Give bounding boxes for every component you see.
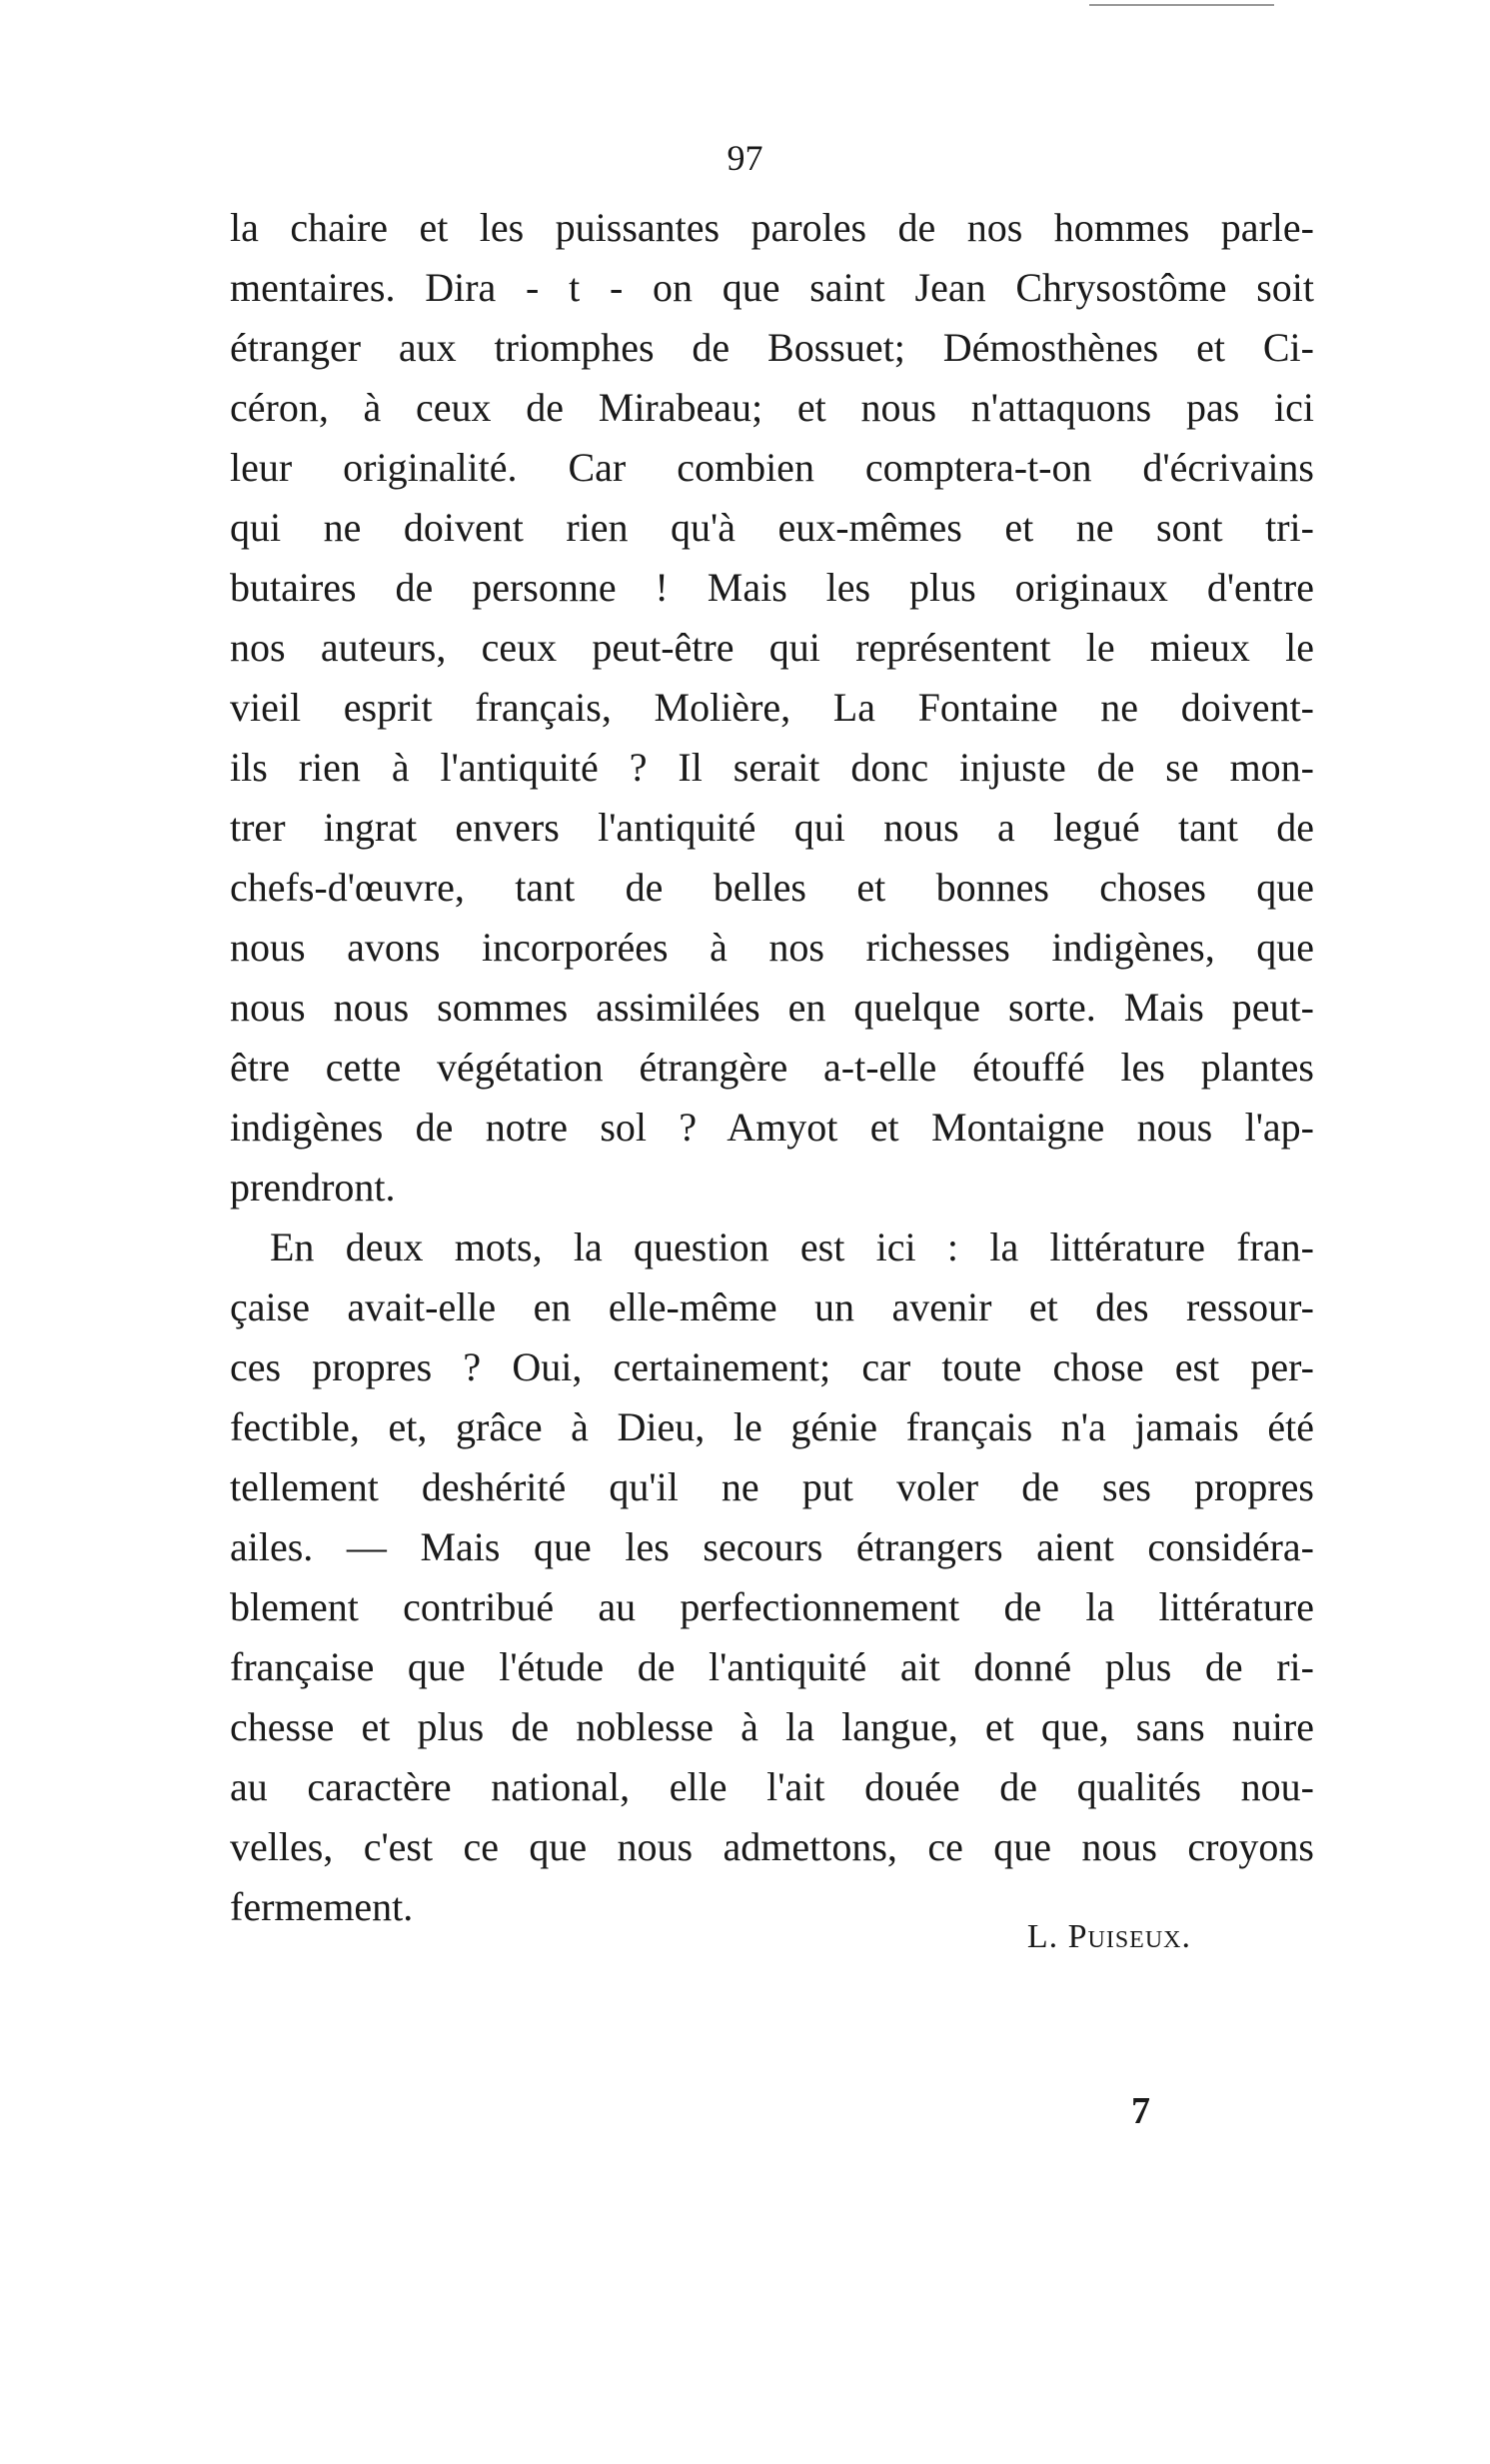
text-line: fectible, et, grâce à Dieu, le génie français n'a jamais été	[230, 1404, 1314, 1449]
text-line: nous avons incorporées à nos richesses indigènes, que	[230, 925, 1314, 970]
text-line: nous nous sommes assimilées en quelque sorte. Mais peut-	[230, 985, 1314, 1030]
text-line: trer ingrat envers l'antiquité qui nous a legué tant de	[230, 805, 1314, 850]
paragraph-1	[230, 198, 1314, 1218]
text-line: mentaires. Dira - t - on que saint Jean Chrysostôme soit	[230, 265, 1314, 310]
text-line: velles, c'est ce que nous admettons, ce que nous croyons	[230, 1824, 1314, 1869]
text-line: au caractère national, elle l'ait douée de qualités nou-	[230, 1764, 1314, 1809]
text-line: qui ne doivent rien qu'à eux-mêmes et ne sont tri-	[230, 505, 1314, 550]
text-line: fermement.	[230, 1884, 414, 1929]
text-line: nos auteurs, ceux peut-être qui représentent le mieux le	[230, 625, 1314, 670]
text-line: butaires de personne ! Mais les plus originaux d'entre	[230, 565, 1314, 610]
text-line: française que l'étude de l'antiquité ait donné plus de ri-	[230, 1644, 1314, 1689]
paragraph-2	[230, 1218, 1314, 1937]
text-line: indigènes de notre sol ? Amyot et Montaigne nous l'ap-	[230, 1105, 1314, 1150]
text-line: prendront.	[230, 1165, 396, 1210]
text-line: la chaire et les puissantes paroles de nos hommes parle-	[230, 205, 1314, 250]
top-rule	[1089, 4, 1274, 6]
text-line: blement contribué au perfectionnement de la littérature	[230, 1584, 1314, 1629]
text-line: être cette végétation étrangère a-t-elle étouffé les plantes	[230, 1045, 1314, 1090]
text-line: étranger aux triomphes de Bossuet; Démosthènes et Ci-	[230, 325, 1314, 370]
text-line: vieil esprit français, Molière, La Fontaine ne doivent-	[230, 685, 1314, 730]
text-line: tellement deshérité qu'il ne put voler de ses propres	[230, 1464, 1314, 1509]
text-line: ailes. — Mais que les secours étrangers aient considéra-	[230, 1524, 1314, 1569]
author-initial: L.	[1026, 1918, 1059, 1955]
text-line: céron, à ceux de Mirabeau; et nous n'attaquons pas ici	[230, 385, 1314, 430]
text-line: En deux mots, la question est ici : la littérature fran-	[270, 1225, 1314, 1269]
author-signature	[1027, 1917, 1191, 1957]
body-text	[230, 198, 1314, 1937]
text-line: leur originalité. Car combien comptera-t-on d'écrivains	[230, 445, 1314, 490]
author-surname: Puiseux.	[1067, 1918, 1191, 1955]
signature-mark: 7	[1131, 2090, 1150, 2132]
text-line: chesse et plus de noblesse à la langue, et que, sans nuire	[230, 1704, 1314, 1749]
text-line: ces propres ? Oui, certainement; car toute chose est per-	[230, 1344, 1314, 1389]
text-line: ils rien à l'antiquité ? Il serait donc injuste de se mon-	[230, 745, 1314, 790]
text-line: chefs-d'œuvre, tant de belles et bonnes choses que	[230, 865, 1314, 910]
text-line: çaise avait-elle en elle-même un avenir et des ressour-	[230, 1284, 1314, 1329]
page-number: 97	[727, 138, 763, 178]
